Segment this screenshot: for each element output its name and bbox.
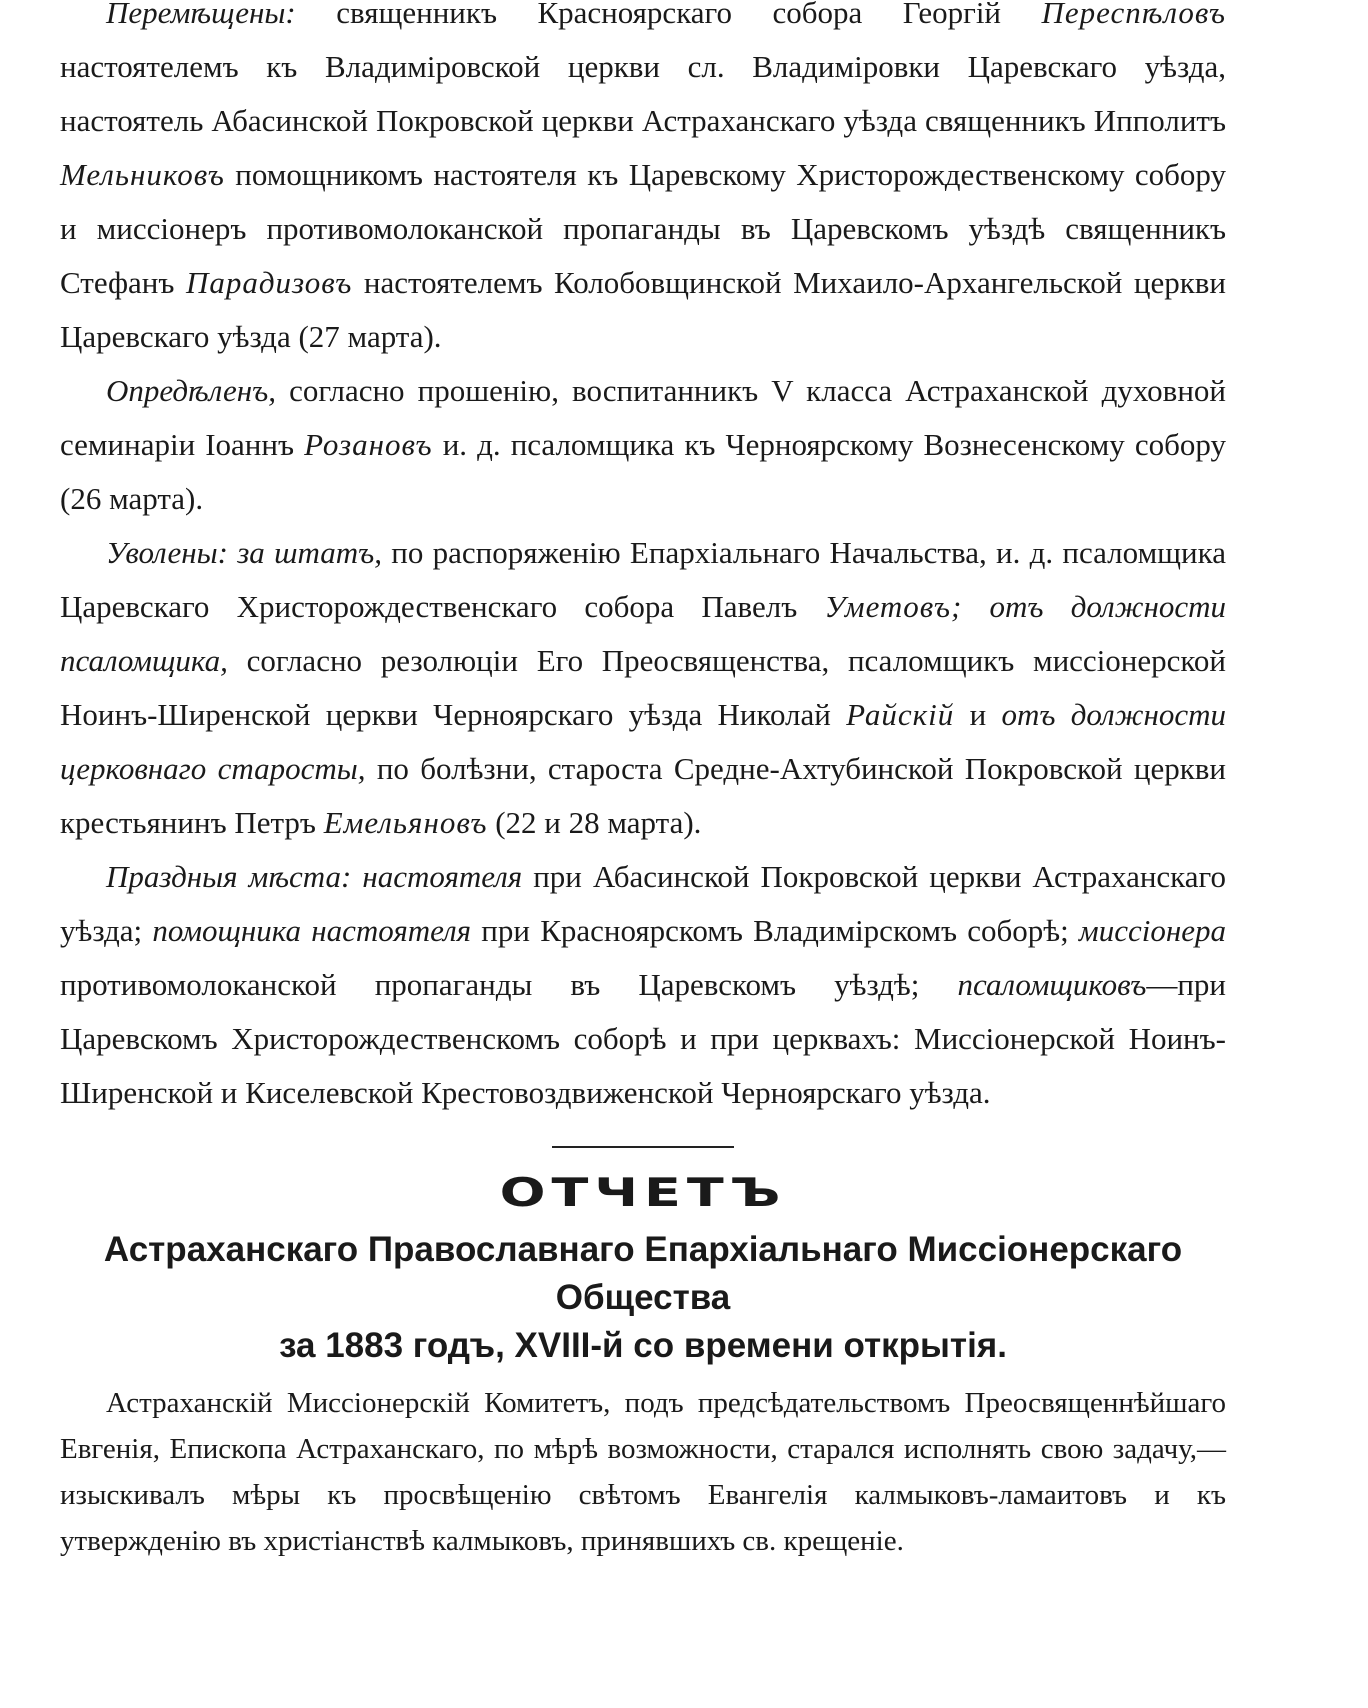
text-segment: по распоряженію Епархіальнаго Начальства, и. д. псаломщика Царевскаго Христорождественскаго собора Павелъ <box>60 535 1226 624</box>
text-segment: настоятелемъ Колобовщинской Михаило-Архангельской церкви Царевскаго уѣзда (27 марта). <box>60 265 1226 354</box>
label-appointment: Опредѣленъ, <box>106 373 277 408</box>
surname-emelyanov: Емельяновъ <box>323 805 488 840</box>
report-subtitle <box>60 1226 1226 1370</box>
text-segment: согласно резолюціи Его Преосвященства, псаломщикъ миссіонерской Ноинъ-Ширенской церкви Черноярскаго уѣзда Николай <box>60 643 1226 732</box>
paragraph-dismissals <box>60 526 1226 850</box>
surname-raisky: Райскій <box>846 697 955 732</box>
paragraph-appointment <box>60 364 1226 526</box>
text-segment: при Абасинской Покровской церкви Астраханскаго уѣзда; <box>60 859 1226 948</box>
label-elder-dismissal: отъ должности церковнаго старосты, <box>60 697 1226 786</box>
surname-melnikov: Мельниковъ <box>60 157 225 192</box>
text-segment: настоятелемъ къ Владиміровской церкви сл. Владиміровки Царевскаго уѣзда, настоятель Абасинской Покровской церкви Астраханскаго уѣзда священникъ Ипполитъ <box>60 49 1226 138</box>
text-segment: противомолоканской пропаганды въ Царевскомъ уѣздѣ; <box>60 967 958 1002</box>
report-subtitle-line2: за 1883 годъ, XVIII-й со времени открытія. <box>279 1326 1007 1365</box>
label-missionary: миссіонера <box>1078 913 1226 948</box>
label-assistant-rector: помощника настоятеля <box>152 913 472 948</box>
report-subtitle-line1: Астраханскаго Православнаго Епархіальнаго Миссіонерскаго Общества <box>103 1230 1183 1317</box>
label-transfers: Перемѣщены: <box>106 0 296 30</box>
label-vacancies: Праздныя мѣста: <box>106 859 352 894</box>
surname-perespelov: Переспѣловъ <box>1041 0 1226 30</box>
text-segment: при Красноярскомъ Владимірскомъ соборѣ; <box>471 913 1079 948</box>
paragraph-vacancies <box>60 850 1226 1120</box>
section-divider <box>552 1146 734 1148</box>
surname-umetov: Уметовъ; <box>824 589 963 624</box>
text-segment: по болѣзни, староста Средне-Ахтубинской Покровской церкви крестьянинъ Петръ <box>60 751 1226 840</box>
text-segment: помощникомъ настоятеля къ Царевскому Христорождественскому собору и миссіонеръ противомолоканской пропаганды въ Царевскомъ уѣздѣ священникъ Стефанъ <box>60 157 1226 300</box>
surname-rozanov: Розановъ <box>304 427 433 462</box>
text-segment: и. д. псаломщика къ Черноярскому Вознесенскому собору (26 марта). <box>60 427 1226 516</box>
text-segment: (22 и 28 марта). <box>487 805 702 840</box>
text-segment: священникъ Красноярскаго собора Георгій <box>295 0 1042 30</box>
surname-paradizov: Парадизовъ <box>185 265 353 300</box>
label-rector: настоятеля <box>351 859 523 894</box>
text-segment: и <box>954 697 1002 732</box>
report-body: Астраханскій Миссіонерскій Комитетъ, подъ предсѣдательствомъ Преосвященнѣйшаго Евгенія, Епископа Астраханскаго, по мѣрѣ возможности, старался исполнять свою задачу,—изыскивалъ мѣры къ просвѣщенію свѣтомъ Евангелія калмыковъ-ламаитовъ и къ утвержденію въ христіанствѣ калмыковъ, принявшихъ св. крещеніе. <box>60 1387 1226 1557</box>
label-psalmist-dismissal: отъ должности псаломщика, <box>60 589 1227 678</box>
report-title: ОТЧЕТЪ <box>499 1170 787 1216</box>
text-segment: согласно прошенію, воспитанникъ V класса Астраханской духовной семинаріи Іоаннъ <box>60 373 1226 462</box>
text-segment: —при Царевскомъ Христорождественскомъ соборѣ и при церквахъ: Миссіонерской Ноинъ-Ширенской и Киселевской Крестовоздвиженской Черноярскаго уѣзда. <box>60 967 1226 1110</box>
label-psalmists: псаломщиковъ <box>957 967 1147 1002</box>
paragraph-transfers <box>60 0 1226 364</box>
label-dismissals: Уволены: за штатъ, <box>106 535 382 570</box>
